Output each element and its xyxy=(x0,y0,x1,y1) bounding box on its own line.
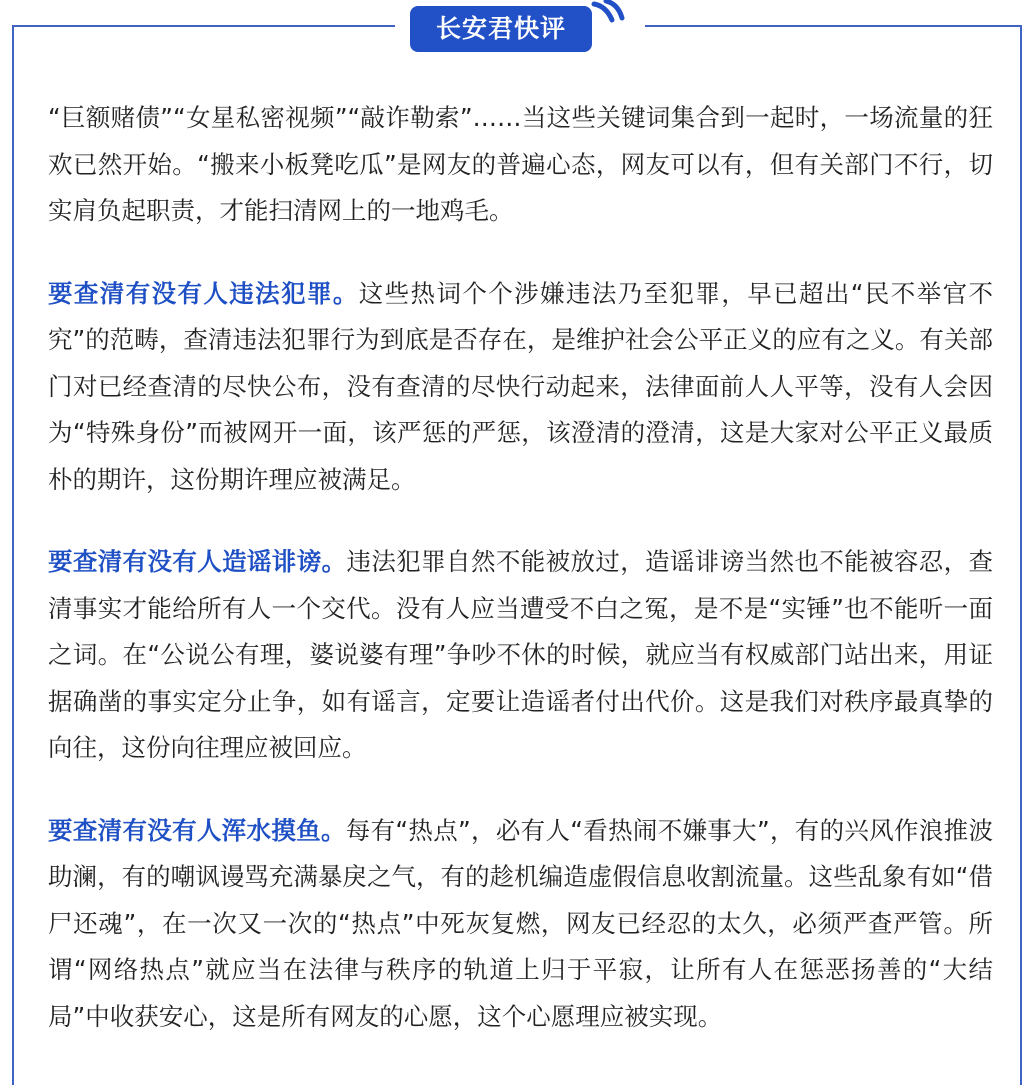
paragraph-opportunist-text: 每有“热点”，必有人“看热闹不嫌事大”，有的兴风作浪推波助澜，有的嘲讽谩骂充满暴戾之气，有的趁机编造虚假信息收割流量。这些乱象有如“借尸还魂”，在一次又一次的“热点”中死灰复燃，网友已经忍的太久，必须严查严管。所谓“网络热点”就应当在法律与秩序的轨道上归于平寂，让所有人在惩恶扬善的“大结局”中收获安心，这是所有网友的心愿，这个心愿理应被实现。 xyxy=(48,815,993,1031)
page-title: 长安君快评 xyxy=(410,6,592,52)
wifi-signal-icon xyxy=(590,0,634,28)
paragraph-crime xyxy=(48,271,993,504)
article-body xyxy=(48,95,993,1076)
paragraph-crime-lead: 要查清有没有人违法犯罪。 xyxy=(48,278,359,308)
paragraph-crime-text: 这些热词个个涉嫌违法乃至犯罪，早已超出“民不举官不究”的范畴，查清违法犯罪行为到底是否存在，是维护社会公平正义的应有之义。有关部门对已经查清的尽快公布，没有查清的尽快行动起来，法律面前人人平等，没有人会因为“特殊身份”而被网开一面，该严惩的严惩，该澄清的澄清，这是大家对公平正义最质朴的期许，这份期许理应被满足。 xyxy=(48,278,993,494)
paragraph-rumor-text: 违法犯罪自然不能被放过，造谣诽谤当然也不能被容忍，查清事实才能给所有人一个交代。没有人应当遭受不白之冤，是不是“实锤”也不能听一面之词。在“公说公有理，婆说婆有理”争吵不休的时候，就应当有权威部门站出来，用证据确凿的事实定分止争，如有谣言，定要让造谣者付出代价。这是我们对秩序最真挚的向往，这份向往理应被回应。 xyxy=(48,547,994,762)
paragraph-intro-text: “巨额赌债”“女星私密视频”“敲诈勒索”……当这些关键词集合到一起时，一场流量的狂欢已然开始。“搬来小板凳吃瓜”是网友的普遍心态，网友可以有，但有关部门不行，切实肩负起职责，才能扫清网上的一地鸡毛。 xyxy=(48,103,993,225)
paragraph-opportunist-lead: 要查清有没有人浑水摸鱼。 xyxy=(48,815,346,845)
paragraph-rumor-lead: 要查清有没有人造谣诽谤。 xyxy=(48,547,347,576)
paragraph-opportunist xyxy=(48,808,993,1041)
paragraph-rumor xyxy=(48,539,993,772)
paragraph-intro xyxy=(48,95,993,235)
